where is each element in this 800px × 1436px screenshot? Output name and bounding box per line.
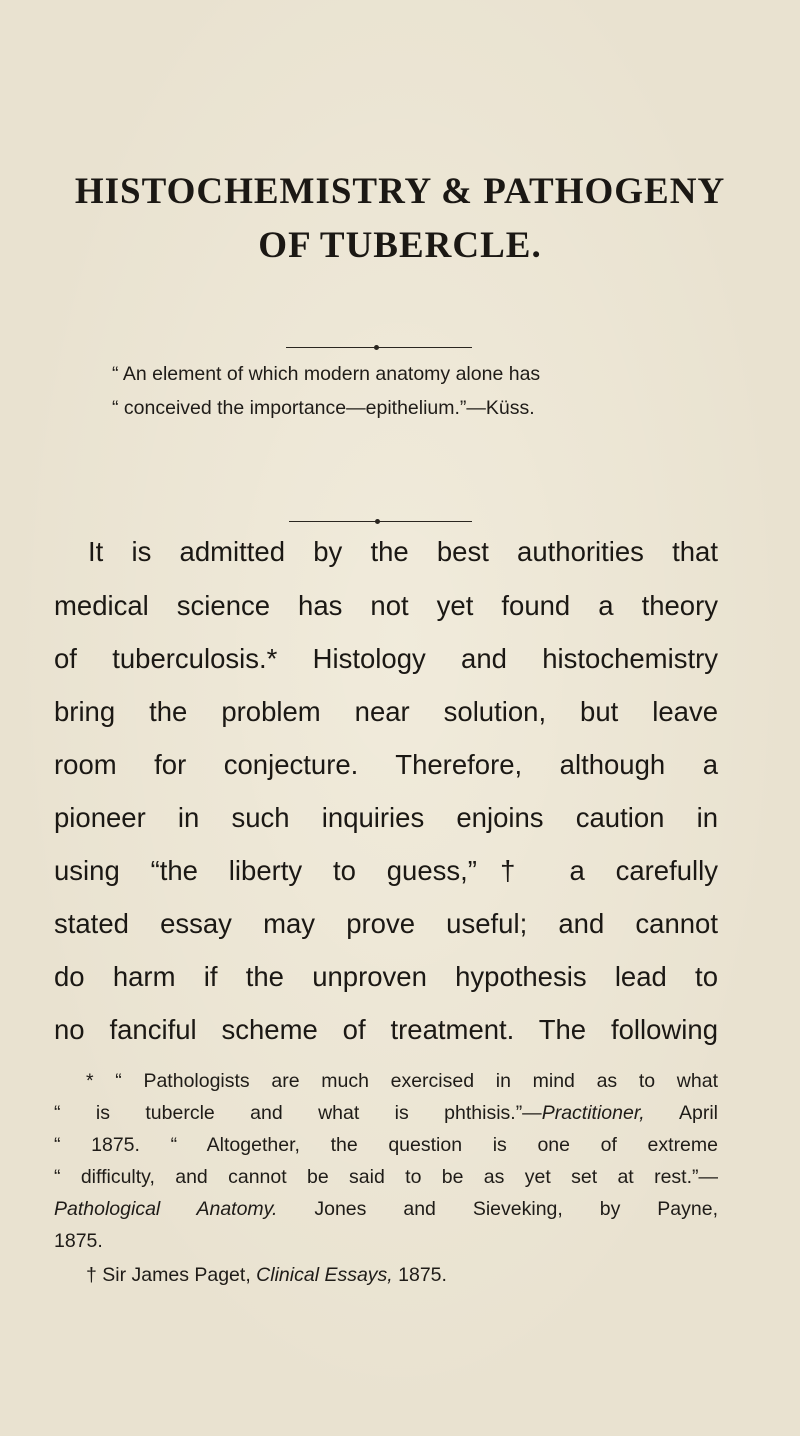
body-text-line: room for conjecture. Therefore, although a <box>54 749 718 780</box>
footnote-dagger <box>86 1264 718 1287</box>
body-text-line: pioneer in such inquiries enjoins caution in <box>54 802 718 833</box>
epigraph-line-1: “ An element of which modern anatomy alone has <box>112 363 541 385</box>
footnote-text: † Sir James Paget, <box>86 1264 257 1286</box>
body-text-line: do harm if the unproven hypothesis lead to <box>54 961 718 992</box>
footnote-text: April <box>644 1102 718 1124</box>
body-text-line: stated essay may prove useful; and cannot <box>54 908 718 939</box>
footnote-text: Jones and Sieveking, by Payne, <box>277 1198 719 1220</box>
body-text-line: using “the liberty to guess,”† a carefully <box>54 855 718 886</box>
footnote-text: 1875. <box>392 1264 447 1286</box>
footnote-source-title: Pathological Anatomy. <box>54 1198 278 1220</box>
body-text-line: no fanciful scheme of treatment. The following <box>54 1014 718 1045</box>
ornamental-rule-top <box>286 347 472 348</box>
footnote-star-line-4: “ difficulty, and cannot be said to be as yet set at rest.”— <box>54 1166 718 1188</box>
chapter-title-line-1: HISTOCHEMISTRY & PATHOGENY <box>74 171 726 212</box>
rule-dot-icon <box>375 519 380 524</box>
ornamental-rule-bottom <box>289 521 472 522</box>
rule-dot-icon <box>374 345 379 350</box>
footnote-source-title: Practitioner, <box>541 1102 645 1124</box>
footnote-source-title: Clinical Essays, <box>256 1264 393 1286</box>
footnote-star-line-3: “ 1875. “ Altogether, the question is one of extreme <box>54 1134 718 1156</box>
body-text-line: bring the problem near solution, but leave <box>54 696 718 727</box>
footnote-star-line-5 <box>54 1198 718 1221</box>
epigraph-line-2: “ conceived the importance—epithelium.”—Küss. <box>112 397 535 419</box>
chapter-title-line-2: OF TUBERCLE. <box>258 225 542 266</box>
body-text-line: It is admitted by the best authorities that <box>88 536 718 567</box>
footnote-star-line-6: 1875. <box>54 1230 103 1252</box>
footnote-star-line-2 <box>54 1102 718 1125</box>
footnote-star-line-1: * “ Pathologists are much exercised in mind as to what <box>86 1070 718 1092</box>
footnote-text: “ is tubercle and what is phthisis.”— <box>54 1102 542 1124</box>
body-text-line: of tuberculosis.* Histology and histochemistry <box>54 643 718 674</box>
body-text-line: medical science has not yet found a theory <box>54 590 718 621</box>
